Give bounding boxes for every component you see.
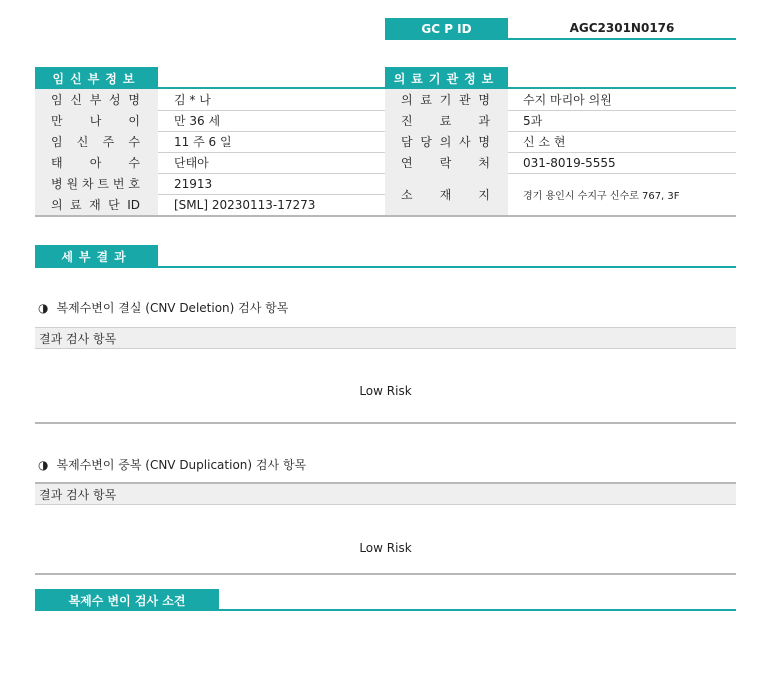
info-value: 단태아	[174, 156, 209, 170]
info-label-char: 명	[128, 93, 140, 107]
info-label	[385, 173, 508, 215]
info-label-char: 임	[51, 135, 63, 149]
info-label-char: 연	[401, 156, 413, 170]
info-label-char: 신	[76, 135, 89, 149]
info-label	[35, 89, 158, 110]
info-label-char: 명	[478, 135, 490, 149]
info-label-char: 차	[81, 177, 94, 191]
info-label-char: 당	[420, 135, 432, 149]
details-header-line	[35, 266, 736, 268]
info-label-char: 사	[459, 135, 471, 149]
info-label-char: 의	[51, 198, 63, 212]
deletion-row-bottom	[35, 348, 736, 349]
info-label-char: 기	[439, 93, 452, 107]
info-label-char: 소	[401, 187, 413, 202]
info-label-char: 태	[51, 156, 63, 170]
info-value: 수지 마리아 의원	[523, 93, 612, 107]
info-label-char: 병	[51, 177, 63, 191]
info-label-char: 의	[401, 93, 413, 107]
info-label-char: 단	[108, 198, 120, 212]
info-bottom-line	[35, 215, 736, 217]
info-label-char: 담	[401, 135, 413, 149]
info-label-char: 료	[439, 114, 452, 128]
info-label-char: 수	[128, 135, 140, 149]
info-label-char: 원	[66, 177, 79, 191]
info-label	[35, 194, 158, 215]
info-label-char: 호	[128, 177, 140, 191]
pregnant-info-title: 임신부정보	[35, 67, 158, 89]
gcp-id-label: GC P ID	[385, 18, 508, 40]
deletion-header-row: 결과 검사 항목	[35, 328, 736, 348]
info-label-char: 트	[97, 177, 109, 191]
deletion-bottom-line	[35, 422, 736, 424]
deletion-result: Low Risk	[359, 384, 412, 398]
info-label-char: 락	[439, 156, 452, 170]
info-label-char: 료	[70, 198, 82, 212]
info-label-char: 재	[89, 198, 101, 212]
info-label-char: 진	[401, 114, 413, 128]
half-circle-icon: ◑	[38, 300, 49, 315]
info-value: [SML] 20230113-17273	[174, 197, 316, 212]
info-value: 만 36 세	[174, 114, 221, 128]
info-label	[35, 152, 158, 173]
info-label	[385, 89, 508, 110]
info-value: 김 * 나	[174, 93, 211, 107]
info-label-char: 지	[478, 187, 490, 202]
info-label	[35, 131, 158, 152]
opinion-header-line	[35, 609, 736, 611]
info-label-char: 의	[439, 135, 452, 149]
info-label-char: 처	[478, 156, 490, 170]
info-label	[385, 131, 508, 152]
info-label-char: 료	[420, 93, 432, 107]
info-label-char: 재	[439, 187, 452, 202]
info-label	[35, 110, 158, 131]
info-label	[385, 152, 508, 173]
info-label-char: ID	[127, 197, 140, 212]
half-circle-icon: ◑	[38, 457, 49, 472]
info-label-char: 나	[89, 114, 102, 128]
info-value: 21913	[174, 176, 213, 191]
details-title: 세부결과	[35, 245, 158, 267]
deletion-heading: ◑ 복제수변이 결실 (CNV Deletion) 검사 항목	[38, 300, 289, 315]
info-label-char: 이	[128, 114, 140, 128]
info-label-char: 명	[478, 93, 490, 107]
info-value: 5과	[523, 114, 543, 128]
info-value: 11 주 6 일	[174, 135, 232, 149]
info-label-char: 주	[102, 135, 115, 149]
info-label-char: 임	[51, 93, 63, 107]
institution-info-title: 의료기관정보	[385, 67, 508, 89]
info-label-char: 관	[459, 93, 471, 107]
info-label	[385, 110, 508, 131]
gcp-id-underline	[385, 38, 736, 40]
info-label-char: 성	[109, 93, 121, 107]
info-label-char: 수	[128, 156, 140, 170]
opinion-title: 복제수 변이 검사 소견	[35, 589, 219, 611]
duplication-row-bottom	[35, 504, 736, 505]
info-value: 031-8019-5555	[523, 155, 616, 170]
info-label-char: 신	[70, 93, 82, 107]
duplication-heading: ◑ 복제수변이 중복 (CNV Duplication) 검사 항목	[38, 457, 307, 472]
info-label-char: 만	[51, 114, 63, 128]
duplication-result: Low Risk	[359, 541, 412, 555]
info-label	[35, 173, 158, 194]
info-label-char: 번	[112, 177, 125, 191]
info-value: 신 소 현	[523, 135, 566, 149]
gcp-id-value: AGC2301N0176	[569, 21, 675, 35]
duplication-header-row: 결과 검사 항목	[35, 484, 736, 504]
duplication-bottom-line	[35, 573, 736, 575]
info-label-char: 과	[478, 114, 490, 128]
info-label-char: 부	[89, 93, 102, 107]
info-value: 경기 용인시 수지구 신수로 767, 3F	[523, 190, 680, 202]
info-label-char: 아	[89, 156, 102, 170]
